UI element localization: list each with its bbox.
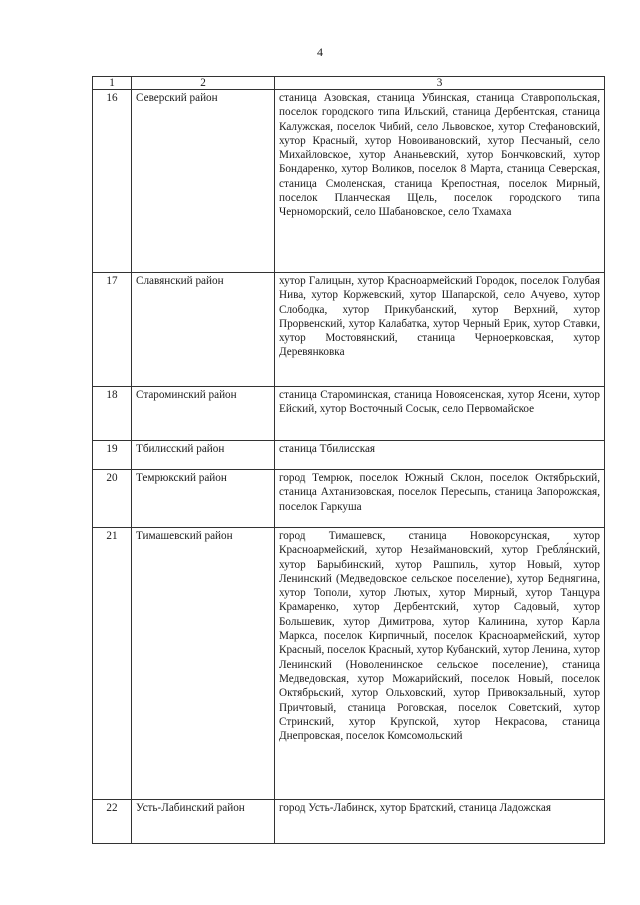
settlements-list: станица Азовская, станица Убинская, станица Ставропольская, поселок городского типа Ильский, станица Дербентская, станица Калужская, поселок Чибий, село Львовское, хутор Стефановский, хутор Красный, хутор Новоивановский, хутор Песчаный, село Михайловское, хутор Ананьевский, хутор Бончковский, хутор Бондаренко, хутор Воликов, поселок 8 Марта, станица Северская, станица Смоленская, станица Крепостная, поселок Мирный, поселок Планческая Щель, поселок городского типа Черноморский, село Шабановское, село Тхамаха [275,90,605,273]
table-row [93,273,605,387]
table-row [93,90,605,273]
row-number: 19 [93,441,132,470]
header-col-2: 2 [132,77,275,90]
table-row [93,387,605,441]
settlements-list: город Усть-Лабинск, хутор Братский, станица Ладожская [275,800,605,844]
row-number: 17 [93,273,132,387]
district-name: Славянский район [132,273,275,387]
settlements-list: хутор Галицын, хутор Красноармейский Городок, поселок Голубая Нива, хутор Коржевский, хутор Шапарской, село Ачуево, хутор Слободка, хутор Прикубанский, хутор Верхний, хутор Прорвенский, хутор Калабатка, хутор Черный Ерик, хутор Ставки, хутор Мостовянский, станица Черноерковская, хутор Деревянковка [275,273,605,387]
settlements-list: станица Староминская, станица Новоясенская, хутор Ясени, хутор Ейский, хутор Восточный Сосык, село Первомайское [275,387,605,441]
district-name: Темрюкский район [132,470,275,528]
row-number: 20 [93,470,132,528]
settlements-list: станица Тбилисская [275,441,605,470]
table-header-row [93,77,605,90]
settlements-list: город Темрюк, поселок Южный Склон, поселок Октябрьский, станица Ахтанизовская, поселок Пересыпь, станица Запорожская, поселок Гаркуша [275,470,605,528]
row-number: 22 [93,800,132,844]
district-name: Северский район [132,90,275,273]
settlements-table [92,76,605,844]
table-row [93,470,605,528]
district-name: Староминский район [132,387,275,441]
district-name: Тимашевский район [132,528,275,800]
row-number: 21 [93,528,132,800]
header-col-3: 3 [275,77,605,90]
page-number: 4 [317,45,323,59]
table-row [93,528,605,800]
row-number: 16 [93,90,132,273]
header-col-1: 1 [93,77,132,90]
table-row [93,441,605,470]
district-name: Усть-Лабинский район [132,800,275,844]
row-number: 18 [93,387,132,441]
district-name: Тбилисский район [132,441,275,470]
table-row [93,800,605,844]
settlements-list: город Тимашевск, станица Новокорсунская, хутор Красноармейский, хутор Незаймановский, хутор Гребля́нский, хутор Барыбинский, хутор Рашпиль, хутор Новый, хутор Ленинский (Медведовское сельское поселение), хутор Беднягина, хутор Тополи, хутор Лютых, хутор Мирный, хутор Танцура Крамаренко, хутор Дербентский, хутор Садовый, хутор Большевик, хутор Димитрова, хутор Калинина, хутор Карла Маркса, поселок Кирпичный, поселок Красноармейский, хутор Красный, поселок Красный, хутор Кубанский, хутор Ленина, хутор Ленинский (Новоленинское сельское поселение), станица Медведовская, хутор Можарийский, поселок Новый, поселок Октябрьский, хутор Ольховский, хутор Привокзальный, хутор Причтовый, станица Роговская, поселок Советский, хутор Стринский, хутор Крупской, хутор Некрасова, станица Днепровская, поселок Комсомольский [275,528,605,800]
